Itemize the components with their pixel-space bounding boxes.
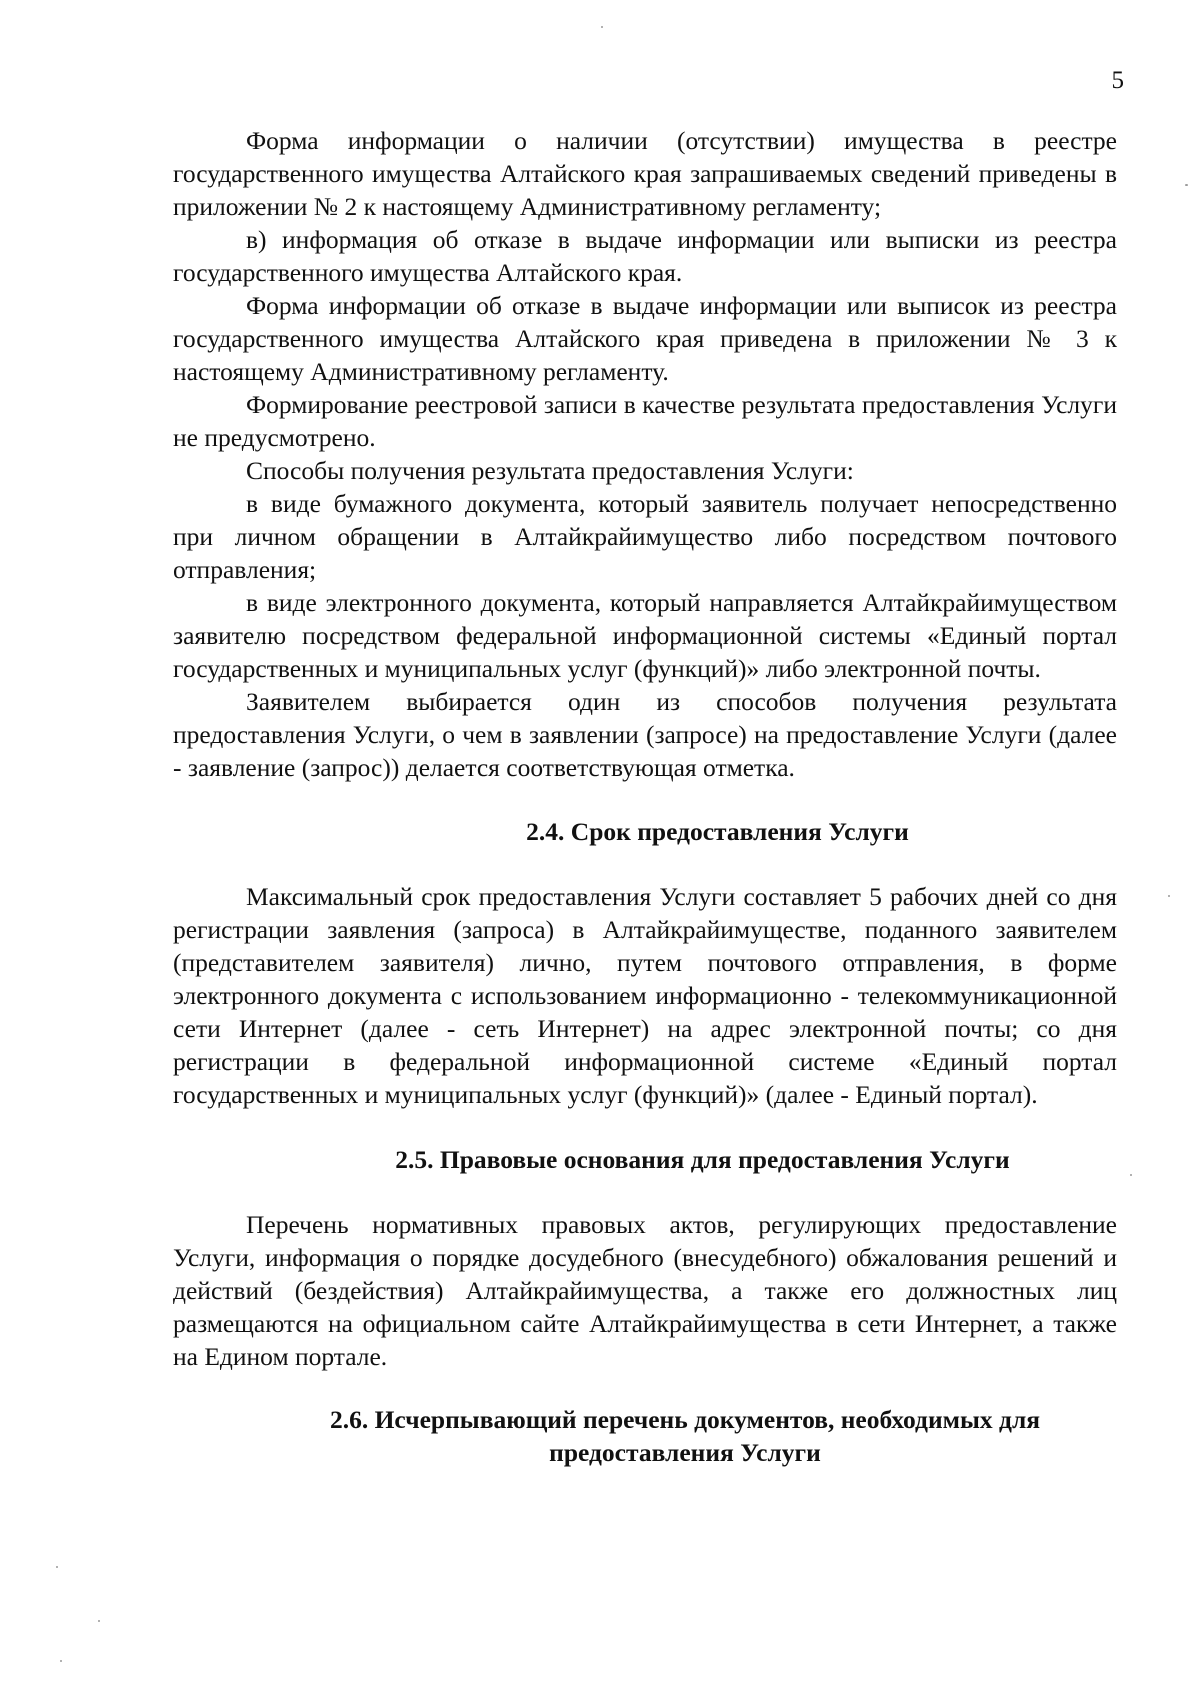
paragraph: в виде электронного документа, который направляется Алтайкрайимуществом заявителю посредством федеральной информационной системы «Единый портал государственных и муниципальных услуг (функций)» либо электронной почты. — [173, 588, 1117, 683]
section-2-4-text: Максимальный срок предоставления Услуги составляет 5 рабочих дней со дня регистрации заявления (запроса) в Алтайкрайимуществе, поданного заявителем (представителем заявителя) лично, путем почтового отправления, в форме электронного документа с использованием информационно - телекоммуникационной сети Интернет (далее - сеть Интернет) на адрес электронной почты; со дня регистрации в федеральной информационной системе «Единый портал государственных и муниципальных услуг (функций)» (далее - Единый портал). — [173, 882, 1117, 1109]
paragraph: в виде бумажного документа, который заявитель получает непосредственно при личном обращении в Алтайкрайимущество либо посредством почтового отправления; — [173, 489, 1117, 584]
section-heading-2-5: 2.5. Правовые основания для предоставления Услуги — [395, 1145, 1010, 1174]
paragraph: Формирование реестровой записи в качестве результата предоставления Услуги не предусмотрено. — [173, 390, 1117, 452]
section-heading-2-6-line1: 2.6. Исчерпывающий перечень документов, необходимых для — [329, 1405, 1041, 1434]
paragraph: Заявителем выбирается один из способов получения результата предоставления Услуги, о чем в заявлении (запросе) на предоставление Услуги (далее - заявление (запрос)) делается соответствующая отметка. — [173, 687, 1117, 782]
section-heading-2-6-line2: предоставления Услуги — [549, 1438, 821, 1467]
paragraph: в) информация об отказе в выдаче информации или выписки из реестра государственного имущества Алтайского края. — [173, 225, 1117, 287]
section-2-5-text: Перечень нормативных правовых актов, регулирующих предоставление Услуги, информация о порядке досудебного (внесудебного) обжалования решений и действий (бездействия) Алтайкрайимущества, а также его должностных лиц размещаются на официальном сайте Алтайкрайимущества в сети Интернет, а также на Едином портале. — [173, 1210, 1117, 1371]
page-number: 5 — [1111, 67, 1124, 94]
document-body — [173, 124, 1117, 1469]
paragraph: Форма информации об отказе в выдаче информации или выписок из реестра государственного имущества Алтайского края приведена в приложении № 3 к настоящему Административному регламенту. — [173, 291, 1117, 386]
section-heading-2-4: 2.4. Срок предоставления Услуги — [526, 817, 909, 846]
paragraph: Способы получения результата предоставления Услуги: — [246, 456, 854, 485]
section-heading-2-6 — [173, 1403, 1117, 1469]
paragraph: Форма информации о наличии (отсутствии) имущества в реестре государственного имущества Алтайского края запрашиваемых сведений приведены в приложении № 2 к настоящему Административному регламенту; — [173, 126, 1117, 221]
